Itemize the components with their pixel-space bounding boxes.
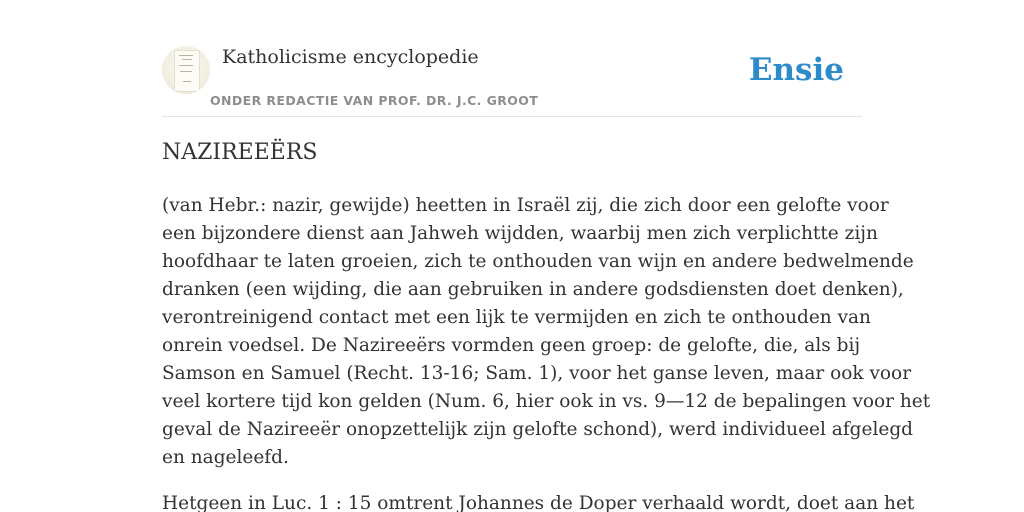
- paragraph-line: Hetgeen in Luc. 1 : 15 omtrent Johannes de Doper verhaald wordt, doet aan het: [162, 493, 915, 512]
- paragraph-line: en nageleefd.: [162, 447, 289, 468]
- book-cover-line: [179, 65, 193, 66]
- book-cover-page: [174, 50, 200, 92]
- book-cover-line: [179, 55, 193, 56]
- book-cover-icon[interactable]: [162, 46, 210, 94]
- article-paragraph: [162, 490, 915, 512]
- paragraph-line: een bijzondere dienst aan Jahweh wijdden, waarbij men zich verplichtte zijn: [162, 223, 878, 244]
- ensie-logo-link[interactable]: Ensie: [748, 52, 844, 88]
- editor-subtitle: ONDER REDACTIE VAN PROF. DR. J.C. GROOT: [210, 93, 539, 108]
- paragraph-line: onrein voedsel. De Nazireeërs vormden geen groep: de gelofte, die, als bij: [162, 335, 861, 356]
- article-title: NAZIREEËRS: [162, 140, 318, 165]
- book-cover-line: [182, 59, 192, 60]
- paragraph-line: (van Hebr.: nazir, gewijde) heetten in Israël zij, die zich door een gelofte voor: [162, 195, 889, 216]
- paragraph-line: geval de Nazireeër onopzettelijk zijn gelofte schond), werd individueel afgelegd: [162, 419, 914, 440]
- paragraph-line: veel kortere tijd kon gelden (Num. 6, hier ook in vs. 9—12 de bepalingen voor het: [162, 391, 931, 412]
- article-paragraph: [162, 192, 931, 472]
- paragraph-line: Samson en Samuel (Recht. 13-16; Sam. 1), voor het ganse leven, maar ook voor: [162, 363, 912, 384]
- book-cover-line: [183, 81, 191, 82]
- site-header: [162, 40, 862, 117]
- paragraph-line: verontreinigend contact met een lijk te vermijden en zich te onthouden van: [162, 307, 871, 328]
- site-title-link[interactable]: Katholicisme encyclopedie: [222, 46, 479, 68]
- paragraph-line: hoofdhaar te laten groeien, zich te onthouden van wijn en andere bedwelmende: [162, 251, 914, 272]
- paragraph-line: dranken (een wijding, die aan gebruiken in andere godsdiensten doet denken),: [162, 279, 904, 300]
- book-cover-line: [180, 71, 192, 72]
